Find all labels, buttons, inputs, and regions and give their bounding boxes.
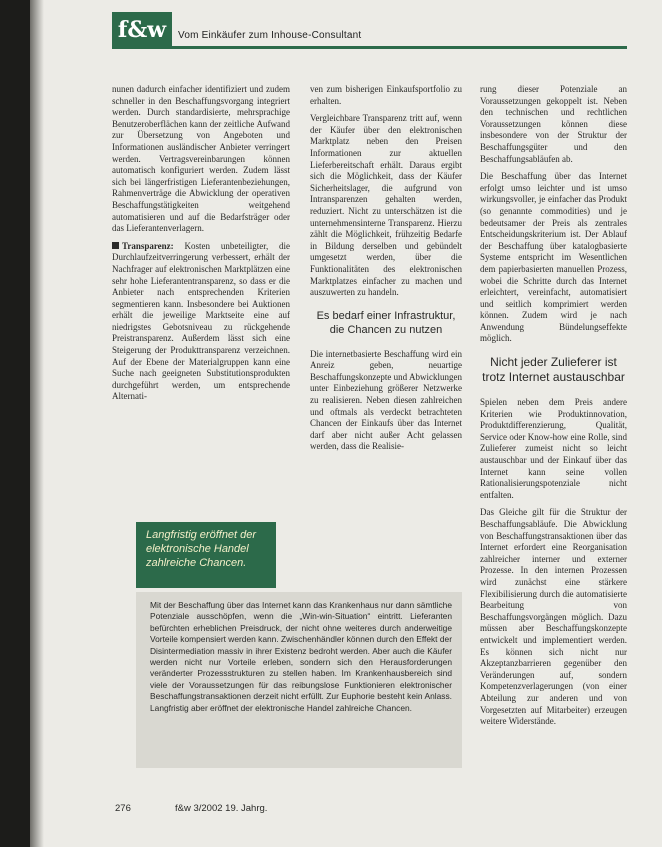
page-number: 276 [115,803,131,814]
paragraph: Das Gleiche gilt für die Struktur der Beschaffungsabläufe. Die Abwicklung von Beschaffungstransaktionen über das Internet erfordert eine Reorganisation zahlreicher interner und externer Prozesse. In den internen Prozessen wird zunächst eine stärkere Flexibilisierung durch die automatisierte Bearbeitung von Beschaffungsvorgängen möglich. Dazu müssen aber Beschaffungskonzepte entwickelt und implementiert werden. Es können sich nicht nur Akzeptanzbarrieren gegenüber den Veränderungen auf, sondern Kompetenzverlagerungen (von einer Abteilung zur anderen und von Vorgesetzten auf Mitarbeiter) erzeugen weitere Widerstände. [480,507,627,727]
text-column-2 [310,84,462,459]
bullet-square-icon [112,242,119,249]
binding-shadow [30,0,44,847]
summary-box: Mit der Beschaffung über das Internet kann das Krankenhaus nur dann sämtliche Potenziale ausschöpfen, wenn die „Win-win-Situation“ eintritt. Lieferanten befürchten erheblichen Preisdruck, der nicht ohne weiteres durch anderweitige Vorteile kompensiert werden kann. Zwischenhändler können durch den Effekt der Disintermediation massiv in ihrer Existenz bedroht werden. Aber auch die Käufer werden nicht nur Vorteile erleben, sondern sich den Herausforderungen veränderter Prozessstrukturen zu stellen haben. Im Krankenhausbereich sind viele der Voraussetzungen für das reibungslose Funktionieren elektronischer Beschaffungstransaktionen derzeit nicht erfüllt. Zur Euphorie besteht kein Anlass. Langfristig aber eröffnet der elektronische Handel zahlreiche Chancen. [136,592,462,768]
paragraph: Die internetbasierte Beschaffung wird ein Anreiz geben, neuartige Beschaffungskonzepte und Abwicklungen unter Einbeziehung größerer Netzwerke zu realisieren. Neben diesen zahlreichen und oftmals als verdeckt betrachteten Chancen der Einkaufs über das Internet darf aber nicht außer Acht gelassen werden, dass die Realisie- [310,348,462,452]
text-column-1 [112,84,290,409]
paragraph: rung dieser Potenziale an Voraussetzungen gekoppelt ist. Neben den technischen und rechtlichen Voraussetzungen können diese insbesondere von der Struktur der Beschaffungsgüter und den Beschaffungsabläufen ab. [480,84,627,164]
issue-info: f&w 3/2002 19. Jahrg. [175,803,268,814]
magazine-logo: f&w [112,12,172,47]
paragraph: Vergleichbare Transparenz tritt auf, wenn der Käufer über den elektronischen Marktplatz neben den Preisen Informationen zur aktuellen Lieferbereitschaft erhält. Daraus ergibt sich die Möglichkeit, dass der Käufer Sicherheitslager, die aufgrund von Intransparenzen gehalten werden, reduziert. Nicht zu unterschätzen ist die unternehmensinterne Transparenz. Hierzu zählt die Möglichkeit, frühzeitig Bedarfe in Bildung derselben und gebündelt umgesetzt werden, über die Funktionalitäten des elektronischen Marktplatzes einfacher zu machen und auszuwerten zu handeln. [310,113,462,298]
paragraph: Spielen neben dem Preis andere Kriterien wie Produktinnovation, Produktdifferenzierung, Qualität, Service oder Know-how eine Rolle, sind Zulieferer zumeist nicht so leicht austauschbar und der Einkauf über das Internet kann seine vollen Rationalisierungspotenziale nicht entfalten. [480,397,627,500]
section-subheading: Nicht jeder Zulieferer ist trotz Internet austauschbar [482,355,625,385]
paragraph: Die Beschaffung über das Internet erfolgt umso leichter und ist umso wirkungsvoller, je einfacher das Produkt (so genannte commodities) und je bedeutsamer der Preis als zentrales Entscheidungskriterium ist. Der Ablauf der Beschaffung über katalogbasierte Systeme entspricht im Wesentlichen dem papierbasierten manuellen Prozess, wobei die Schritte durch das Internet erleichtert, vereinfacht, automatisiert und seitlich komprimiert werden können. Zudem wird je nach Anwendung Bündelungseffekte möglich. [480,171,627,344]
bullet-heading: Transparenz: [122,240,174,251]
paragraph-text: Kosten unbeteiligter, die Durchlaufzeitverringerung verbessert, erhält der Nachfrager auf elektronischen Marktplätzen eine sehr hohe Lieferantentransparenz, so dass er die Anbieter nach entsprechenden Kriterien segmentieren kann. Insbesondere bei Auktionen erhält die jeweilige Marktseite eine auf niedrigstes Gebotsniveau zu rückgehende Preistransparenz. Außerdem lässt sich eine Steigerung der Produkttransparenz verzeichnen. Auf der Ebene der Materialgruppen kann eine Suche nach geeigneten Substitutionsprodukten durchgeführt werden, um entsprechende Alternati- [112,240,291,402]
paragraph [112,241,290,403]
paragraph: nunen dadurch einfacher identifiziert und zudem schneller in den Beschaffungsvorgang integriert werden. Durch standardisierte, mehrsprachige Benutzeroberflächen kann der zeitliche Aufwand zur Übersetzung von Angeboten und Informationen ausländischer Anbieter verringert werden. Vertragsvereinbarungen können automatisch konfiguriert werden. Zudem lässt sich bei längerfristigen Lieferantenbeziehungen, Rahmenverträge die Abwicklung der operativen Beschaffungstätigkeiten weitgehend automatisieren und auf die Bedarfsträger oder das Lieferantenverlagern. [112,84,290,234]
page-header-title: Vom Einkäufer zum Inhouse-Consultant [178,30,362,41]
pull-quote: Langfristig eröffnet der elektronische Handel zahlreiche Chancen. [136,522,276,588]
header-rule [112,46,627,49]
section-subheading: Es bedarf einer Infrastruktur, die Chancen zu nutzen [316,309,456,336]
paragraph: ven zum bisherigen Einkaufsportfolio zu erhalten. [310,84,462,106]
text-column-3 [480,84,627,734]
